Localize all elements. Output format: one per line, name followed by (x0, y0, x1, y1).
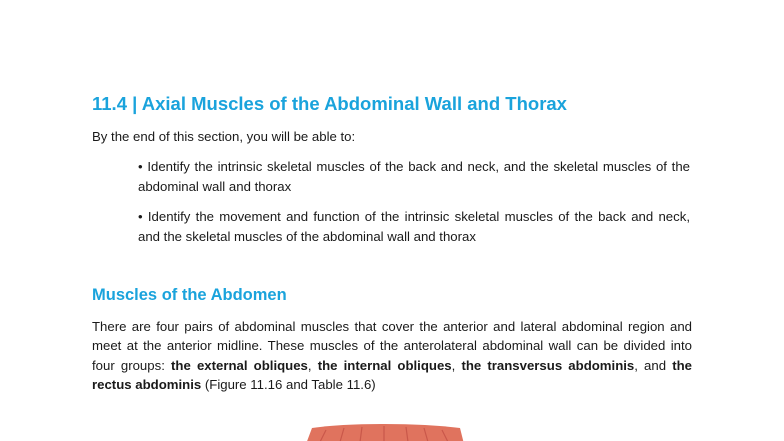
separator-text: , (307, 357, 318, 373)
figure-table-reference: (Figure 11.16 and Table 11.6) (201, 376, 376, 392)
section-title: 11.4 | Axial Muscles of the Abdominal Wall and Thorax (92, 93, 567, 114)
term-transversus-abdominis: the transversus abdominis (461, 357, 635, 373)
term-external-obliques: the external obliques (171, 357, 308, 373)
learning-objectives-list (138, 157, 690, 257)
term-rectus-abdominis: the rectus abdominis (92, 357, 692, 392)
objective-item: • Identify the intrinsic skeletal muscles of the back and neck, and the skeletal muscles of the abdominal wall and thorax (138, 159, 690, 194)
muscle-shape (306, 424, 464, 441)
separator-text: , and (634, 357, 673, 373)
abdomen-paragraph (92, 317, 692, 394)
paragraph-text: There are four pairs of abdominal muscles that cover the anterior and lateral abdominal region and meet at the anterior midline. These muscles of the anterolateral abdominal wall can be divided into four groups: (92, 319, 692, 373)
abdominal-muscles-figure (300, 424, 468, 441)
term-internal-obliques: the internal obliques (317, 357, 452, 373)
objective-item: • Identify the movement and function of the intrinsic skeletal muscles of the back and neck, and the skeletal muscles of the abdominal wall and thorax (138, 209, 690, 244)
abdomen-subheading: Muscles of the Abdomen (92, 286, 287, 304)
learning-objectives-intro: By the end of this section, you will be able to: (92, 129, 356, 144)
separator-text: , (451, 357, 462, 373)
